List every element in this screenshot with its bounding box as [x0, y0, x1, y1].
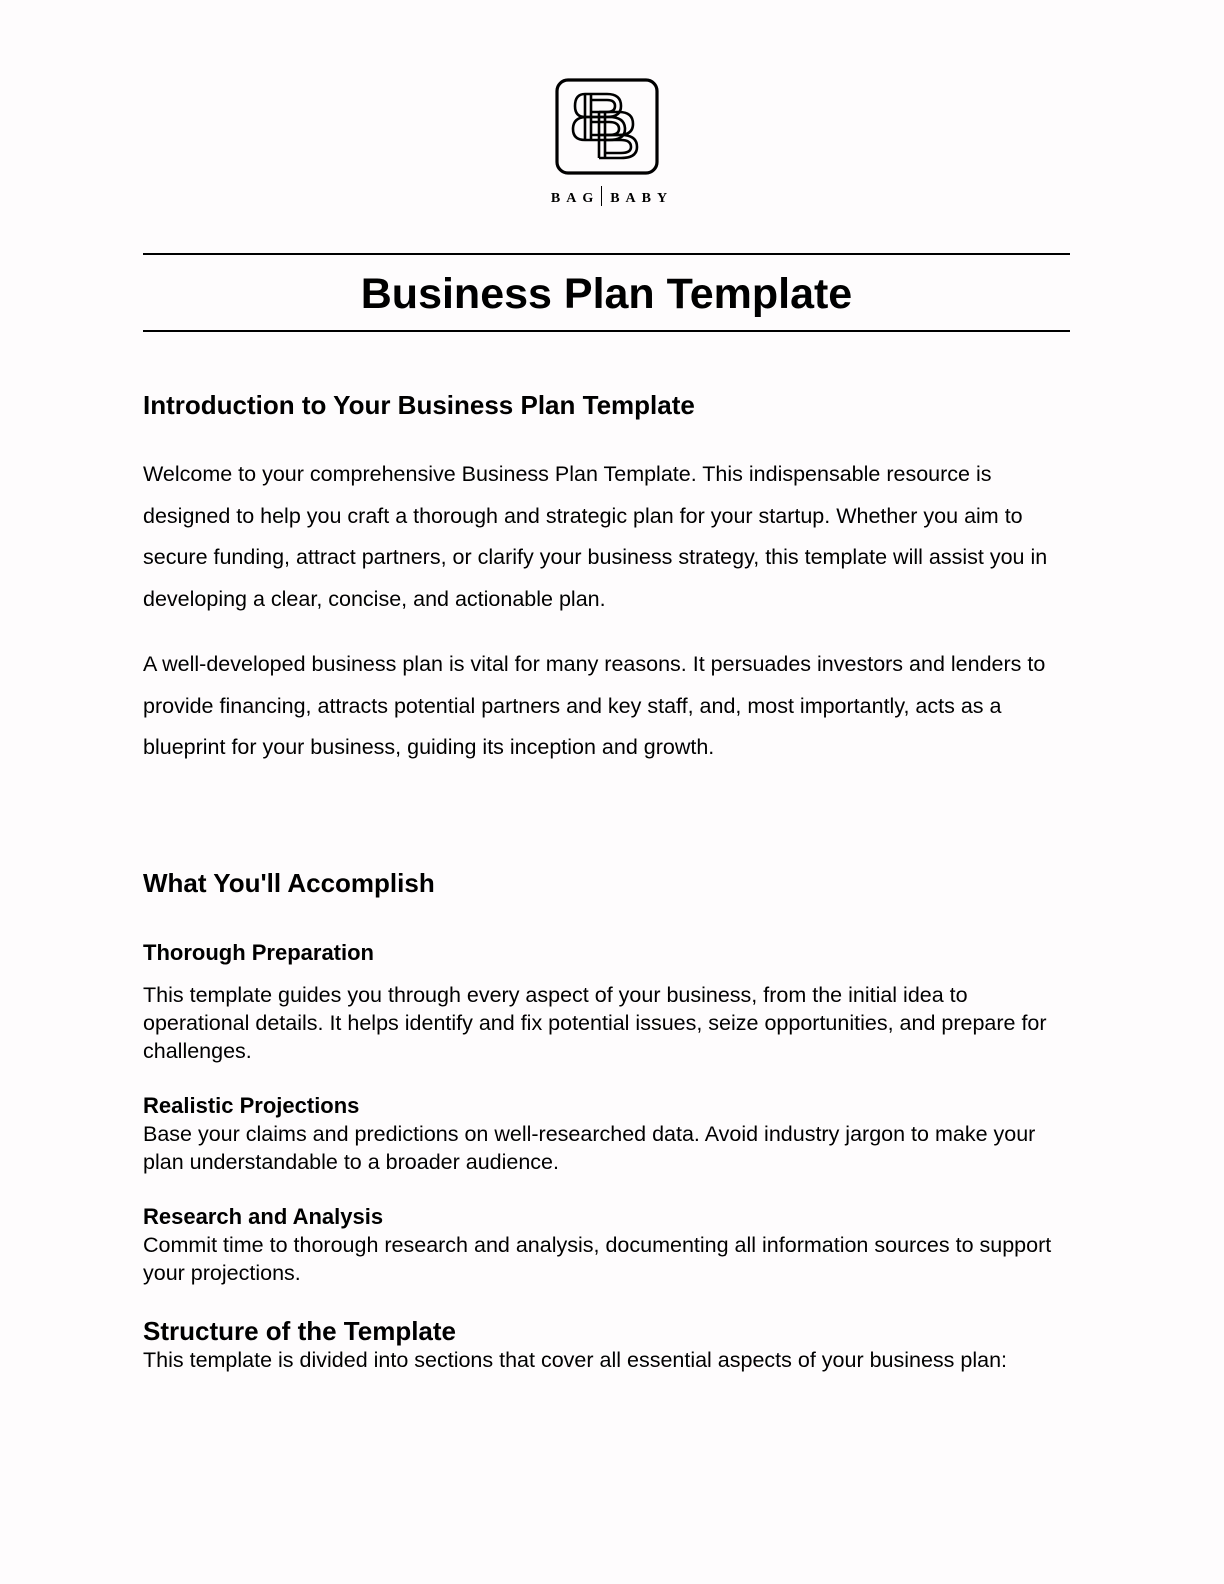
accomplish-heading: What You'll Accomplish [143, 868, 435, 898]
intro-paragraph-1: Welcome to your comprehensive Business Plan Template. This indispensable resource is designed to help you craft a thorough and strategic plan for your startup. Whether you aim to secure funding, attract partners, or clarify your business strategy, this template will assist you in developing a clear, concise, and actionable plan. [143, 462, 1048, 611]
item-title-research-analysis: Research and Analysis [143, 1204, 384, 1229]
item-title-thorough-preparation: Thorough Preparation [143, 940, 374, 965]
brand-right-word: BABY [610, 191, 674, 206]
page-title: Business Plan Template [360, 270, 853, 318]
item-title-realistic-projections: Realistic Projections [143, 1093, 360, 1118]
structure-paragraph: This template is divided into sections that cover all essential aspects of your business plan: [143, 1348, 1008, 1372]
item-text-research-analysis: Commit time to thorough research and analysis, documenting all information sources to support your projections. [143, 1233, 1052, 1285]
bb-monogram-logo-icon [555, 78, 659, 175]
title-top-rule [143, 253, 1070, 255]
intro-paragraph-2: A well-developed business plan is vital for many reasons. It persuades investors and lenders to provide financing, attracts potential partners and key staff, and, most importantly, acts as a blueprint for your business, guiding its inception and growth. [143, 652, 1046, 759]
structure-heading: Structure of the Template [143, 1316, 457, 1346]
item-text-realistic-projections: Base your claims and predictions on well-researched data. Avoid industry jargon to make your plan understandable to a broader audience. [143, 1122, 1036, 1174]
title-bottom-rule [143, 330, 1070, 332]
brand-left-word: BAG [550, 191, 600, 206]
brand-wordmark [512, 186, 712, 207]
intro-heading: Introduction to Your Business Plan Template [143, 390, 695, 420]
brand-divider [601, 186, 602, 206]
item-text-thorough-preparation: This template guides you through every aspect of your business, from the initial idea to operational details. It helps identify and fix potential issues, seize opportunities, and prepare for challenges. [143, 983, 1047, 1063]
